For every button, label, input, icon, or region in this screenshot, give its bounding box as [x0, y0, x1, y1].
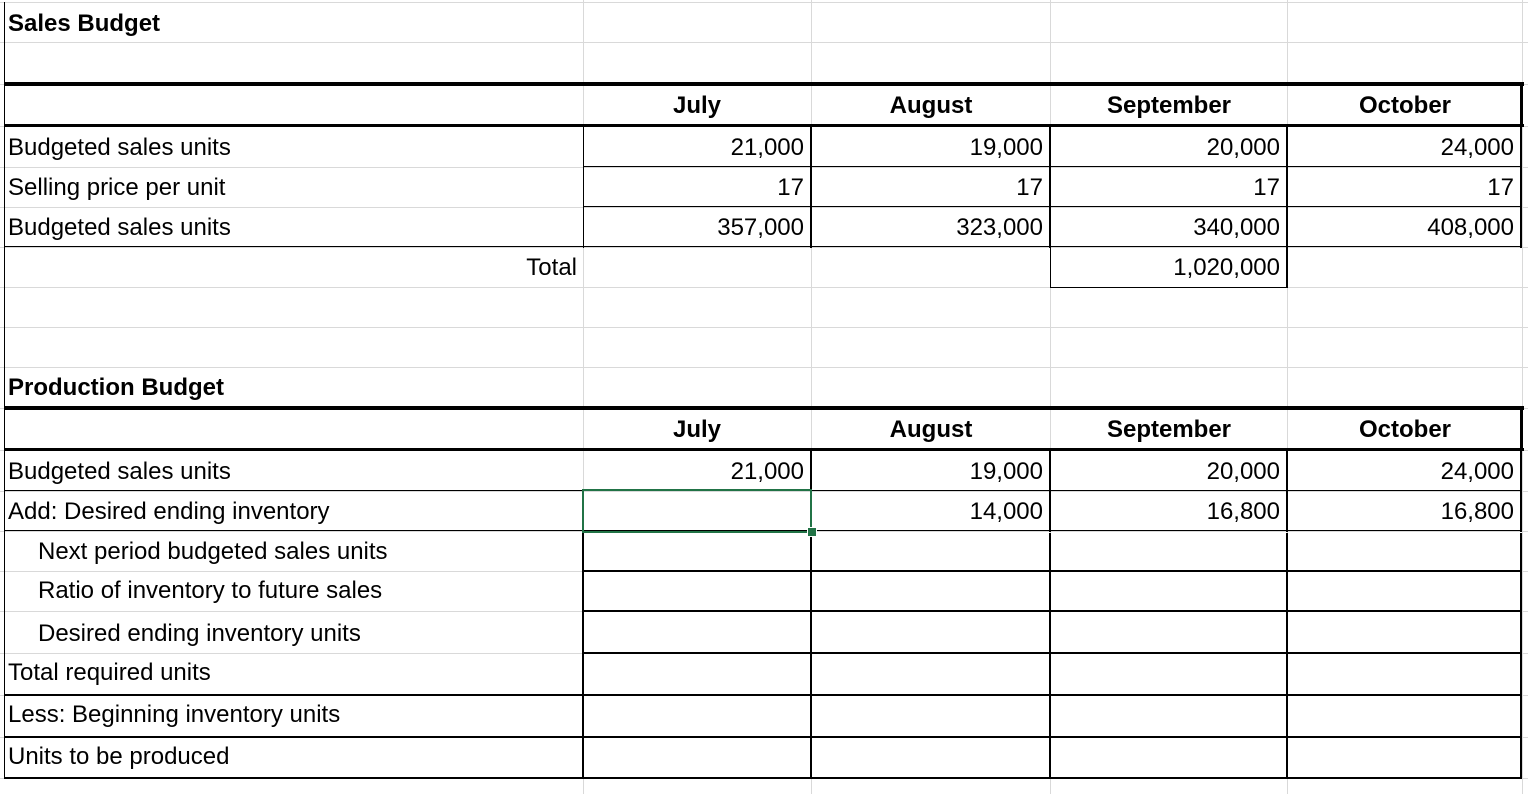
- sales-total-value[interactable]: 1,020,000: [1173, 254, 1280, 281]
- production-row-label[interactable]: Next period budgeted sales units: [38, 538, 388, 565]
- selected-cell[interactable]: [582, 489, 812, 533]
- sales-cell[interactable]: 19,000: [969, 134, 1043, 161]
- production-row-label[interactable]: Budgeted sales units: [8, 458, 231, 485]
- sales-cell[interactable]: 21,000: [730, 134, 804, 161]
- sales-cell[interactable]: 17: [1487, 174, 1514, 201]
- sales-row-label[interactable]: Budgeted sales units: [8, 214, 231, 241]
- production-cell[interactable]: 24,000: [1440, 458, 1514, 485]
- production-row-label[interactable]: Less: Beginning inventory units: [8, 701, 341, 728]
- sales-header-september[interactable]: September: [1106, 92, 1232, 119]
- production-row-label[interactable]: Ratio of inventory to future sales: [38, 577, 383, 604]
- sales-cell[interactable]: 17: [1253, 174, 1280, 201]
- production-cell[interactable]: 14,000: [969, 498, 1043, 525]
- production-row-label[interactable]: Units to be produced: [8, 743, 230, 770]
- sales-header-october[interactable]: October: [1358, 92, 1451, 119]
- production-header-september[interactable]: September: [1106, 416, 1232, 443]
- production-cell[interactable]: 16,800: [1440, 498, 1514, 525]
- sales-cell[interactable]: 323,000: [956, 214, 1043, 241]
- production-cell[interactable]: 21,000: [730, 458, 804, 485]
- production-budget-title: Production Budget: [8, 374, 224, 401]
- production-row-label[interactable]: Add: Desired ending inventory: [8, 498, 330, 525]
- sales-cell[interactable]: 17: [1016, 174, 1043, 201]
- sales-cell[interactable]: 20,000: [1206, 134, 1280, 161]
- sales-total-label[interactable]: Total: [526, 254, 577, 281]
- sales-cell[interactable]: 17: [777, 174, 804, 201]
- sales-row-label[interactable]: Budgeted sales units: [8, 134, 231, 161]
- production-row-label[interactable]: Total required units: [8, 659, 211, 686]
- production-cell[interactable]: 20,000: [1206, 458, 1280, 485]
- fill-handle[interactable]: [807, 527, 817, 537]
- sales-cell[interactable]: 340,000: [1193, 214, 1280, 241]
- production-cell[interactable]: 19,000: [969, 458, 1043, 485]
- production-row-label[interactable]: Desired ending inventory units: [38, 620, 361, 647]
- sales-cell[interactable]: 357,000: [717, 214, 804, 241]
- sales-header-august[interactable]: August: [889, 92, 973, 119]
- sales-header-july[interactable]: July: [672, 92, 722, 119]
- sales-cell[interactable]: 408,000: [1427, 214, 1514, 241]
- production-header-october[interactable]: October: [1358, 416, 1451, 443]
- sales-budget-title: Sales Budget: [8, 10, 161, 37]
- sales-row-label[interactable]: Selling price per unit: [8, 174, 226, 201]
- production-cell[interactable]: 16,800: [1206, 498, 1280, 525]
- production-header-august[interactable]: August: [889, 416, 973, 443]
- production-header-july[interactable]: July: [672, 416, 722, 443]
- sales-cell[interactable]: 24,000: [1440, 134, 1514, 161]
